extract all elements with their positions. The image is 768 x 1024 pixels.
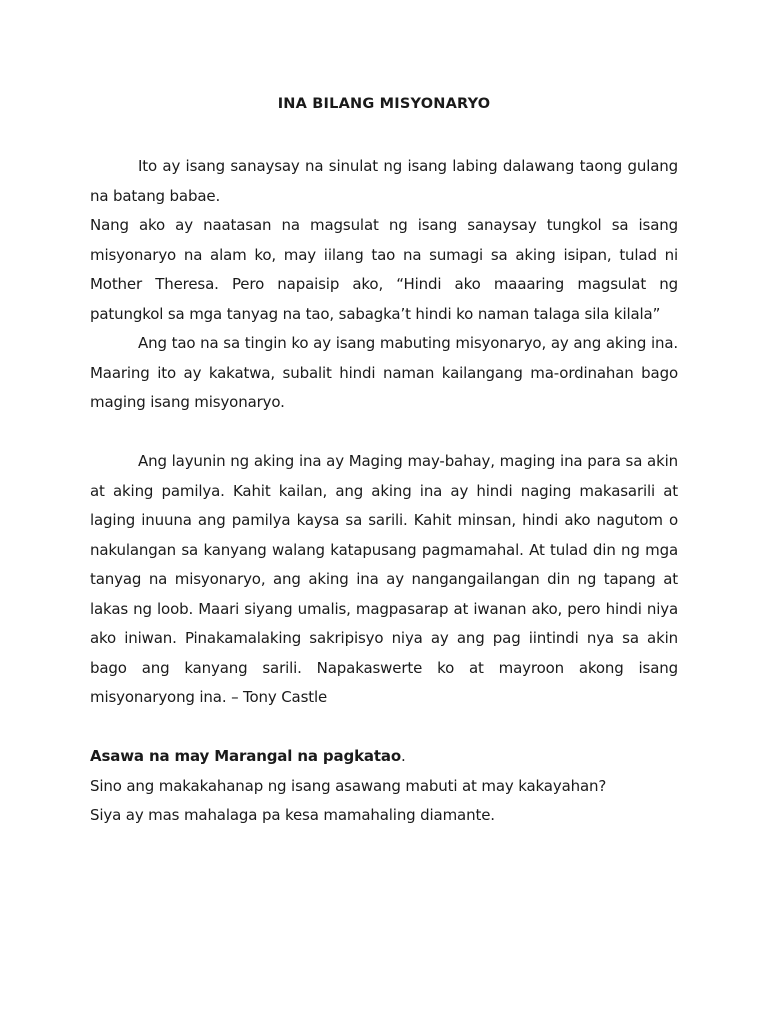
document-title: INA BILANG MISYONARYO xyxy=(277,96,491,112)
paragraph-spacer xyxy=(90,418,678,448)
section-heading xyxy=(90,742,678,772)
paragraph-intro: Ito ay isang sanaysay na sinulat ng isang labing dalawang taong gulang na batang babae. xyxy=(90,157,678,205)
section-heading-text: Asawa na may Marangal na pagkatao xyxy=(90,747,402,765)
paragraph-spacer xyxy=(90,713,678,743)
paragraph-mother-theresa: Nang ako ay naatasan na magsulat ng isang sanaysay tungkol sa isang misyonaryo na alam ko, may iilang tao na sumagi sa aking isipan, tulad ni Mother Theresa. Pero napaisip ako, “Hindi ako maaaring magsulat ng patungkol sa mga tanyag na tao, sabagka’t hindi ko naman talaga sila kilala” xyxy=(90,216,678,323)
section-question: Sino ang makakahanap ng isang asawang mabuti at may kakayahan? xyxy=(90,776,607,795)
document-body xyxy=(90,152,678,831)
section-heading-period: . xyxy=(401,747,406,765)
paragraph-purpose: Ang layunin ng aking ina ay Maging may-bahay, maging ina para sa akin at aking pamilya. Kahit kailan, ang aking ina ay hindi naging makasarili at laging inuuna ang pamilya kaysa sa sarili. Kahit minsan, hindi ako nagutom o nakulangan sa kanyang walang katapusang pagmamahal. At tulad din ng mga tanyag na misyonaryo, ang aking ina ay nangangailangan din ng tapang at lakas ng loob. Maari siyang umalis, magpasarap at iwanan ako, pero hindi niya ako iniwan. Pinakamalaking sakripisyo niya ay ang pag iintindi nya sa akin bago ang kanyang sarili. Napakaswerte ko at mayroon akong isang misyonaryong ina. – Tony Castle xyxy=(90,452,678,706)
paragraph-my-mother: Ang tao na sa tingin ko ay isang mabuting misyonaryo, ay ang aking ina. Maaring ito ay kakatwa, subalit hindi naman kailangang ma-ordinahan bago maging isang misyonaryo. xyxy=(90,334,678,411)
section-diamond: Siya ay mas mahalaga pa kesa mamahaling diamante. xyxy=(90,806,495,824)
